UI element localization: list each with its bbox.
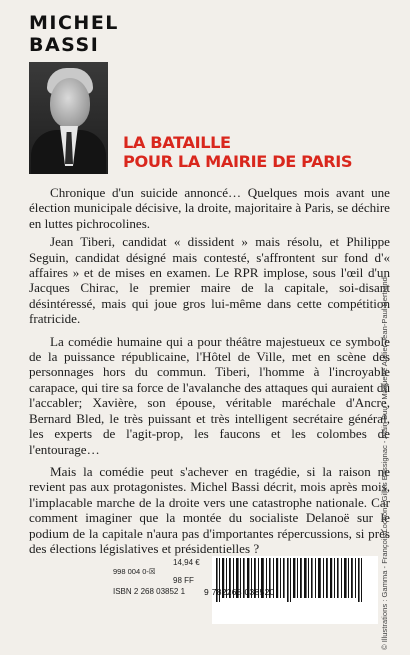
blurb-paragraph-4: Mais la comédie peut s'achever en tragédie, si la raison ne revient pas aux protagonistes. Michel Bassi décrit, mois après mois, l'implacable marche de la droite vers une catastrophe nationale. Car comment imaginer que la montée du socialiste Delanoë sur le podium de la capitale n'aura pas d'importantes répercussions, si près des élections législatives et présidentielles ? — [29, 463, 390, 556]
distributor-code: 998 004 0-☒ — [113, 567, 156, 576]
ean-number: 9 782268 038520 — [204, 587, 275, 597]
book-title-line-2: POUR LA MAIRIE DE PARIS — [123, 152, 353, 171]
author-first-name: MICHEL — [29, 12, 119, 34]
price-francs: 98 FF — [173, 576, 194, 585]
book-title — [123, 133, 352, 171]
blurb-text — [29, 185, 390, 559]
author-last-name: BASSI — [29, 34, 100, 56]
blurb-paragraph-3: La comédie humaine qui a pour théâtre majestueux ce symbole de la puissance républicaine, l'Hôtel de Ville, met en scène des personnages hors du commun. Tiberi, l'homme à l'incroyable carapace, qui tire sa force de l'avalanche des attaques qui auraient dû l'accabler; Xavière, son épouse, véritable maréchale d'Ancre, Bernard Bled, le très puissant et très intelligent secrétaire général, les experts de l'agit-prop, les faucons et les colombes de l'entourage… — [29, 333, 390, 457]
author-portrait-photo — [29, 62, 108, 174]
book-title-line-1: LA BATAILLE — [123, 133, 231, 152]
barcode-icon — [212, 556, 378, 606]
author-name — [29, 12, 119, 56]
blurb-paragraph-2: Jean Tiberi, candidat « dissident » mais résolu, et Philippe Seguin, candidat désigné mais contesté, s'affrontent sur fond d'« affaires » et de mises en examen. Le RPR implose, sous l'œil d'un Jacques Chirac, le premier maire de la capitale, soi-disant désintéressé, mais qui joue gros lui-même dans cette compétition fratricide. — [29, 234, 390, 327]
blurb-paragraph-1: Chronique d'un suicide annoncé… Quelques mois avant une élection municipale décisive, la droite, majoritaire à Paris, se déchire en luttes pichrocolines. — [29, 185, 390, 231]
price-euro: 14,94 € — [173, 558, 200, 567]
illustration-credits: © Illustrations : Gamma - François Lochon / Gilles Bassignac - Alain Buu - Maquette Atelier Jean-Paul Bertrand — [380, 277, 389, 650]
barcode-block — [113, 556, 378, 624]
isbn-number: ISBN 2 268 03852 1 — [113, 587, 186, 596]
